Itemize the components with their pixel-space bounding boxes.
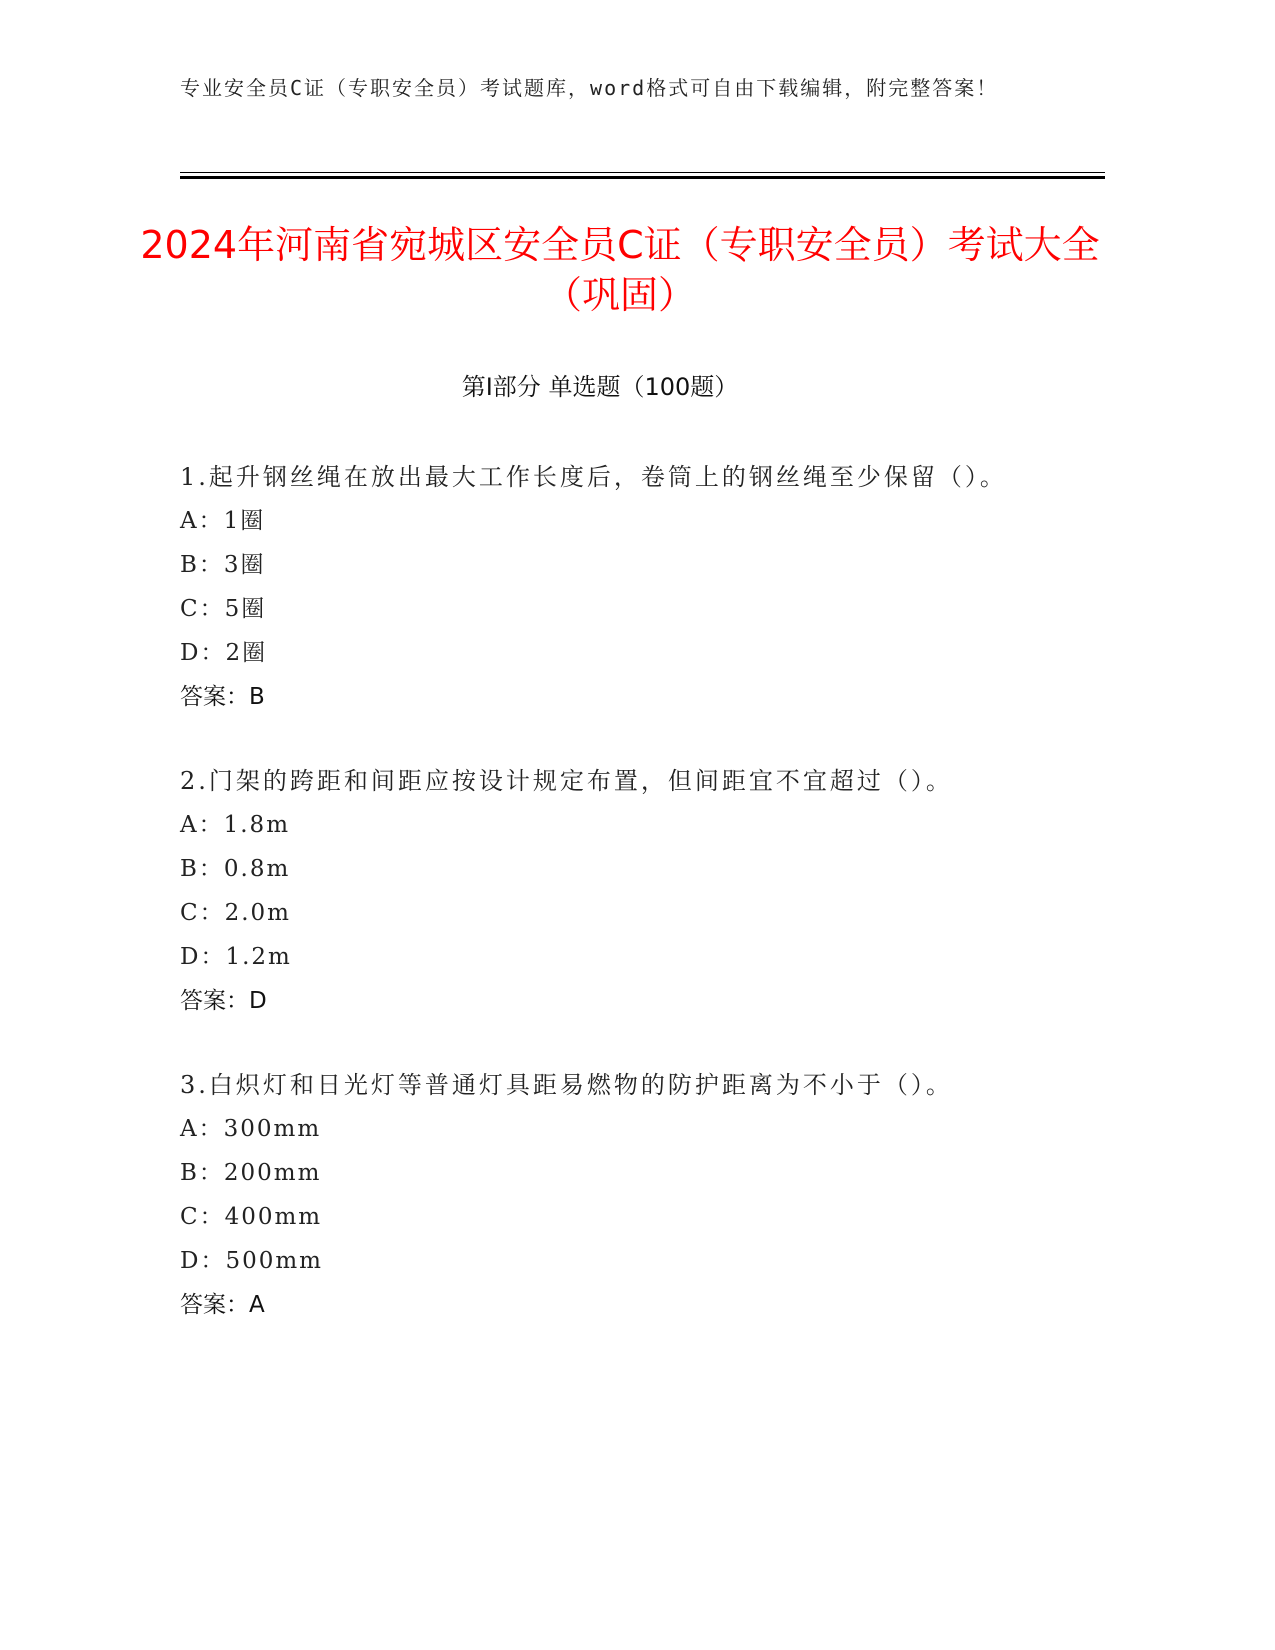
option-b: B：3圈	[180, 552, 266, 578]
question-stem: 3.白炽灯和日光灯等普通灯具距易燃物的防护距离为不小于（）。	[180, 1071, 953, 1099]
answer: 答案：A	[180, 1292, 265, 1318]
option-a: A：300mm	[180, 1116, 322, 1142]
header-note: 专业安全员C证（专职安全员）考试题库，word格式可自由下载编辑，附完整答案！	[180, 76, 999, 100]
option-d: D：2圈	[180, 640, 268, 666]
option-b: B：0.8m	[180, 856, 291, 882]
question-2	[180, 759, 1060, 1023]
question-stem: 1.起升钢丝绳在放出最大工作长度后，卷筒上的钢丝绳至少保留（）。	[180, 463, 1007, 491]
section-title: 第I部分 单选题（100题）	[461, 373, 739, 401]
question-1	[180, 455, 1060, 719]
option-d: D：1.2m	[180, 944, 292, 970]
option-c: C：2.0m	[180, 900, 291, 926]
option-a: A：1.8m	[180, 812, 290, 838]
answer: 答案：B	[180, 684, 265, 710]
option-b: B：200mm	[180, 1160, 322, 1186]
document-title: 2024年河南省宛城区安全员C证（专职安全员）考试大全（巩固）	[140, 223, 1100, 317]
question-stem: 2.门架的跨距和间距应按设计规定布置，但间距宜不宜超过（）。	[180, 767, 953, 795]
header-rule-thick	[180, 176, 1105, 179]
answer: 答案：D	[180, 988, 267, 1014]
header-rule-thin	[180, 172, 1105, 173]
option-c: C：5圈	[180, 596, 267, 622]
option-c: C：400mm	[180, 1204, 323, 1230]
question-3	[180, 1063, 1060, 1327]
option-d: D：500mm	[180, 1248, 323, 1274]
question-list	[180, 455, 1060, 1367]
option-a: A：1圈	[180, 508, 266, 534]
